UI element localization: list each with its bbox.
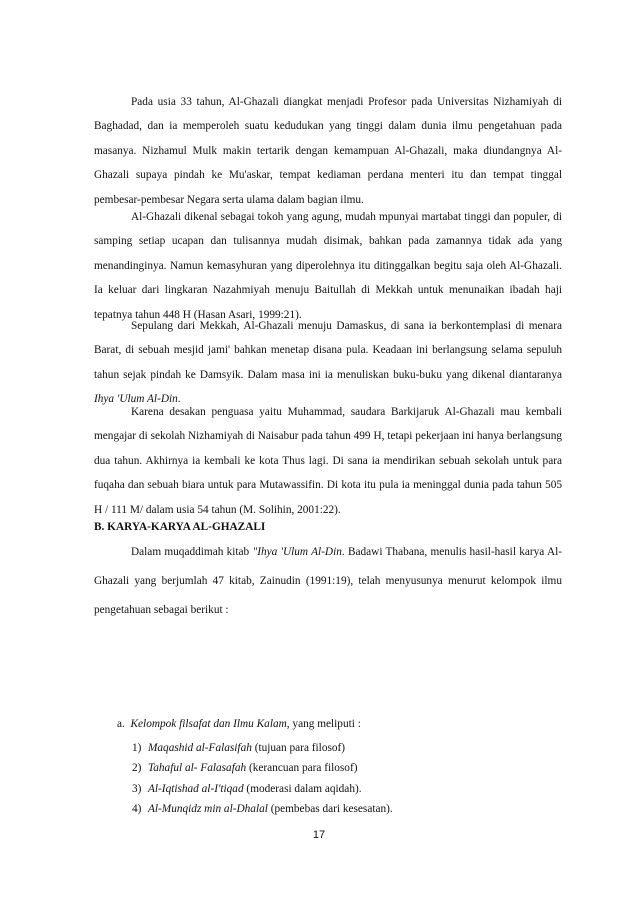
page-number: 17 (312, 829, 326, 841)
group-a-label: Kelompok filsafat dan Ilmu Kalam (130, 718, 287, 730)
list-item-number: 3) (132, 783, 142, 795)
list-item (132, 738, 345, 758)
paragraph-fame: Al-Ghazali dikenal sebagai tokoh yang agung, mudah mpunyai martabat tinggi dan populer, di samping setiap ucapan dan tulisannya mudah disimak, bahkan pada zamannya tidak ada yang menandinginya. Namun kemasyhuran yang diperolehnya itu ditinggalkan begitu saja oleh Al-Ghazali. Ia keluar dari lingkaran Nazahmiyah menuju Baitullah di Mekkah untuk menunaikan ibadah haji tepatnya tahun 448 H (Hasan Asari, 1999:21). (94, 211, 562, 321)
paragraph-return-nizhamiyah: Karena desakan penguasa yaitu Muhammad, saudara Barkijaruk Al-Ghazali mau kembali mengajar di sekolah Nizhamiyah di Naisabur pada tahun 499 H, tetapi pekerjaan ini hanya berlangsung dua tahun. Akhirnya ia kembali ke kota Thus lagi. Di sana ia mendirikan sebuah sekolah untuk para fuqaha dan sebuah biara untuk para Mutawassifin. Di kota itu pula ia meninggal dunia pada tahun 505 H / 111 M/ dalam usia 54 tahun (M. Solihin, 2001:22). (94, 406, 562, 516)
list-marker-a: a. (117, 718, 125, 730)
intro-text: Dalam muqaddimah kitab (131, 546, 253, 558)
paragraph-intro-works (94, 538, 562, 625)
paragraph-appointment: Pada usia 33 tahun, Al-Ghazali diangkat menjadi Profesor pada Universitas Nizhamiyah di Baghadad, dan ia memperoleh suatu kedudukan yang tinggi dalam dunia ilmu pengetahuan pada masanya. Nizhamul Mulk makin tertarik dengan kemampuan Al-Ghazali, maka diundangnya Al-Ghazali supaya pindah ke Mu'askar, tempat kediaman perdana menteri itu dan tempat tinggal pembesar-pembesar Negara serta ulama dalam bagian ilmu. (94, 96, 562, 206)
list-item-number: 1) (132, 742, 142, 754)
list-item-desc: (moderasi dalam aqidah). (243, 783, 362, 795)
section-heading: B. KARYA-KARYA AL-GHAZALI (94, 521, 266, 533)
paragraph-damascus-end: . (177, 393, 181, 406)
list-item (132, 799, 393, 819)
list-item-title: Al-Iqtishad al-I'tiqad (148, 783, 244, 795)
list-item-desc: (pembebas dari kesesatan). (267, 803, 393, 815)
list-item-desc: (kerancuan para filosof) (246, 762, 358, 774)
book-title-ihya-intro: "Ihya 'Ulum Al-Din (252, 546, 342, 558)
list-item-number: 4) (132, 803, 142, 815)
list-group-a (117, 714, 361, 734)
paragraph-damascus (94, 314, 562, 412)
paragraph-damascus-text: Sepulang dari Mekkah, Al-Ghazali menuju Damaskus, di sana ia berkontemplasi di menara Barat, di sebuah mesjid jami' bahkan menetap disana pula. Keadaan ini berlangsung selama sepuluh tahun sejak pindah ke Damsyik. Dalam masa ini ia menuliskan buku-buku yang dikenal diantaranya (94, 320, 562, 381)
list-item-title: Maqashid al-Falasifah (148, 742, 252, 754)
list-item-desc: (tujuan para filosof) (251, 742, 346, 754)
list-item-title: Al-Munqidz min al-Dhalal (148, 803, 268, 815)
list-item-title: Tahaful al- Falasafah (148, 762, 247, 774)
group-a-suffix: , yang meliputi : (286, 718, 361, 730)
list-item-number: 2) (132, 762, 142, 774)
book-title-ihya: Ihya 'Ulum Al-Din (94, 393, 178, 406)
list-item (132, 779, 362, 799)
intro-text-end: . Badawi Thabana, menulis hasil-hasil karya Al-Ghazali yang berjumlah 47 kitab, Zainudin (1991:19), telah menyusunya menurut kelompok ilmu pengetahuan sebagai berikut : (94, 546, 562, 616)
list-item (132, 758, 357, 778)
